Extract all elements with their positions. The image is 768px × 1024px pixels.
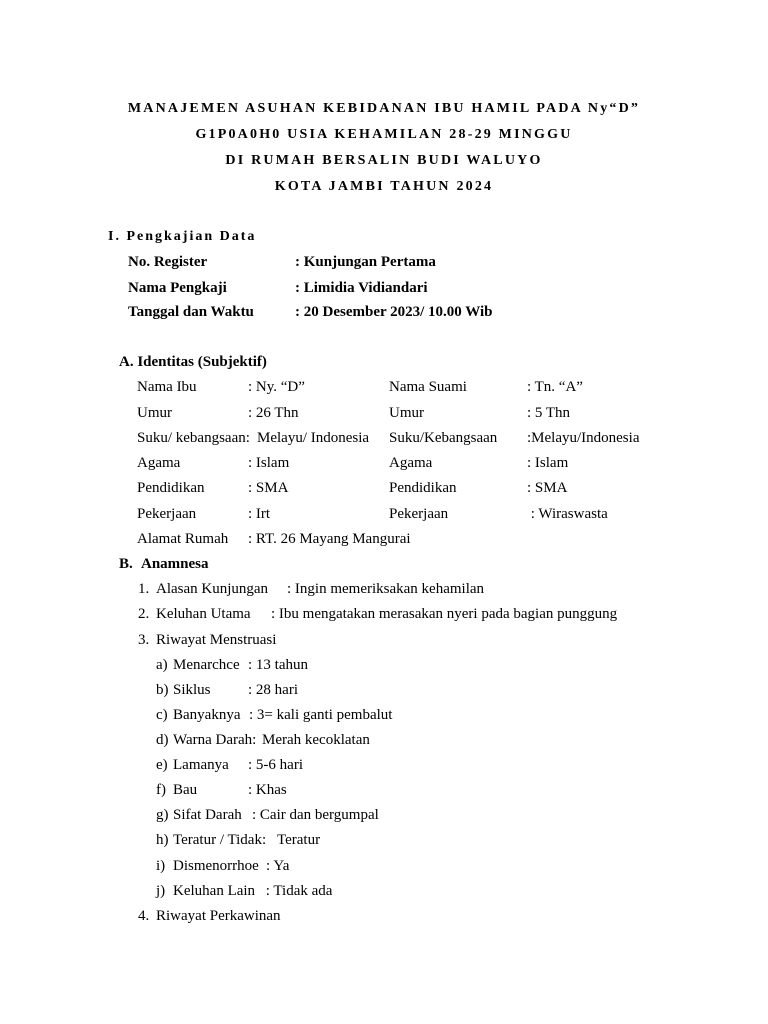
menstruasi-item-letter: e) [156,757,168,773]
identitas-ibu-label: Umur [137,405,172,421]
identitas-suami-value: : Islam [527,455,569,471]
menstruasi-item-letter: f) [156,782,166,798]
identitas-ibu-value: : Ny. “D” [248,379,305,395]
identitas-suami-label: Pekerjaan [389,506,449,522]
anamnesa-item-number: 3. [138,632,150,648]
menstruasi-item-value: Teratur [277,832,321,848]
menstruasi-item-label: Banyaknya [173,707,241,723]
menstruasi-item-label: Keluhan Lain [173,883,256,899]
section-heading-pengkajian: I. Pengkajian Data [108,229,257,244]
document-title-line-4: KOTA JAMBI TAHUN 2024 [274,179,494,194]
identitas-suami-label: Suku/Kebangsaan [389,430,498,446]
menstruasi-item-value: : 13 tahun [248,657,308,673]
alamat-value: : RT. 26 Mayang Mangurai [248,531,411,547]
document-title-line-2: G1P0A0H0 USIA KEHAMILAN 28-29 MINGGU [195,127,573,142]
identitas-ibu-value: : Irt [248,506,271,522]
identitas-suami-value: : Wiraswasta [527,506,608,522]
pengkaji-label: Nama Pengkaji [128,280,227,296]
identitas-suami-value: : 5 Thn [527,405,571,421]
menstruasi-item-value: : Cair dan bergumpal [252,807,379,823]
identitas-suami-label: Agama [389,455,433,471]
identitas-ibu-label: Pendidikan [137,480,205,496]
identitas-ibu-value: : Islam [248,455,290,471]
anamnesa-item-number: 1. [138,581,150,597]
pengkaji-value: : Limidia Vidiandari [295,280,428,296]
menstruasi-item-value: : Khas [248,782,287,798]
anamnesa-item-label: Keluhan Utama [156,606,251,622]
anamnesa-item-label: Alasan Kunjungan [156,581,269,597]
tanggal-value: : 20 Desember 2023/ 10.00 Wib [295,304,493,320]
menstruasi-item-letter: d) [156,732,169,748]
identitas-heading: A. Identitas (Subjektif) [119,354,267,370]
menstruasi-item-label: Bau [173,782,198,798]
menstruasi-item-label: Lamanya [173,757,229,773]
menstruasi-item-label: Siklus [173,682,211,698]
menstruasi-item-label: Dismenorrhoe [173,858,259,874]
identitas-ibu-value: : 26 Thn [248,405,299,421]
identitas-ibu-label: Nama Ibu [137,379,197,395]
anamnesa-item-number: 2. [138,606,150,622]
menstruasi-item-label: Sifat Darah [173,807,242,823]
identitas-suami-label: Pendidikan [389,480,457,496]
identitas-ibu-label: Agama [137,455,181,471]
register-label: No. Register [128,254,208,270]
anamnesa-heading-letter: B. [119,556,133,572]
identitas-ibu-label: Pekerjaan [137,506,197,522]
menstruasi-item-value: : 28 hari [248,682,298,698]
anamnesa-item-number: 4. [138,908,150,924]
anamnesa-item-label: Riwayat Perkawinan [156,908,281,924]
menstruasi-item-letter: b) [156,682,169,698]
menstruasi-item-letter: i) [156,858,166,874]
identitas-ibu-value: Melayu/ Indonesia [257,430,370,446]
menstruasi-item-value: : 3= kali ganti pembalut [249,707,393,723]
identitas-ibu-value: : SMA [248,480,289,496]
register-value: : Kunjungan Pertama [295,254,436,270]
menstruasi-item-label: Menarchce [173,657,240,673]
tanggal-label: Tanggal dan Waktu [128,304,254,320]
identitas-suami-value: :Melayu/Indonesia [527,430,640,446]
identitas-ibu-label: Suku/ kebangsaan: [137,430,250,446]
anamnesa-heading: Anamnesa [141,556,209,572]
menstruasi-item-letter: g) [156,807,169,823]
identitas-suami-value: : Tn. “A” [527,379,583,395]
menstruasi-item-label: Warna Darah: [173,732,257,748]
document-title-line-3: DI RUMAH BERSALIN BUDI WALUYO [225,153,543,168]
menstruasi-item-value: : Tidak ada [262,883,333,899]
identitas-suami-label: Nama Suami [389,379,467,395]
menstruasi-item-letter: a) [156,657,168,673]
menstruasi-item-label: Teratur / Tidak: [173,832,267,848]
document-title-line-1: MANAJEMEN ASUHAN KEBIDANAN IBU HAMIL PADA Ny“D” [127,101,641,116]
menstruasi-item-value: : 5-6 hari [248,757,303,773]
anamnesa-item-label: Riwayat Menstruasi [156,632,277,648]
menstruasi-item-letter: j) [156,883,166,899]
anamnesa-item-value: : Ingin memeriksakan kehamilan [287,581,485,597]
alamat-label: Alamat Rumah [137,531,229,547]
identitas-suami-label: Umur [389,405,424,421]
anamnesa-item-value: : Ibu mengatakan merasakan nyeri pada bagian punggung [271,606,618,622]
menstruasi-item-letter: h) [156,832,169,848]
menstruasi-item-value: Merah kecoklatan [262,732,370,748]
identitas-suami-value: : SMA [527,480,568,496]
menstruasi-item-letter: c) [156,707,168,723]
menstruasi-item-value: : Ya [266,858,290,874]
